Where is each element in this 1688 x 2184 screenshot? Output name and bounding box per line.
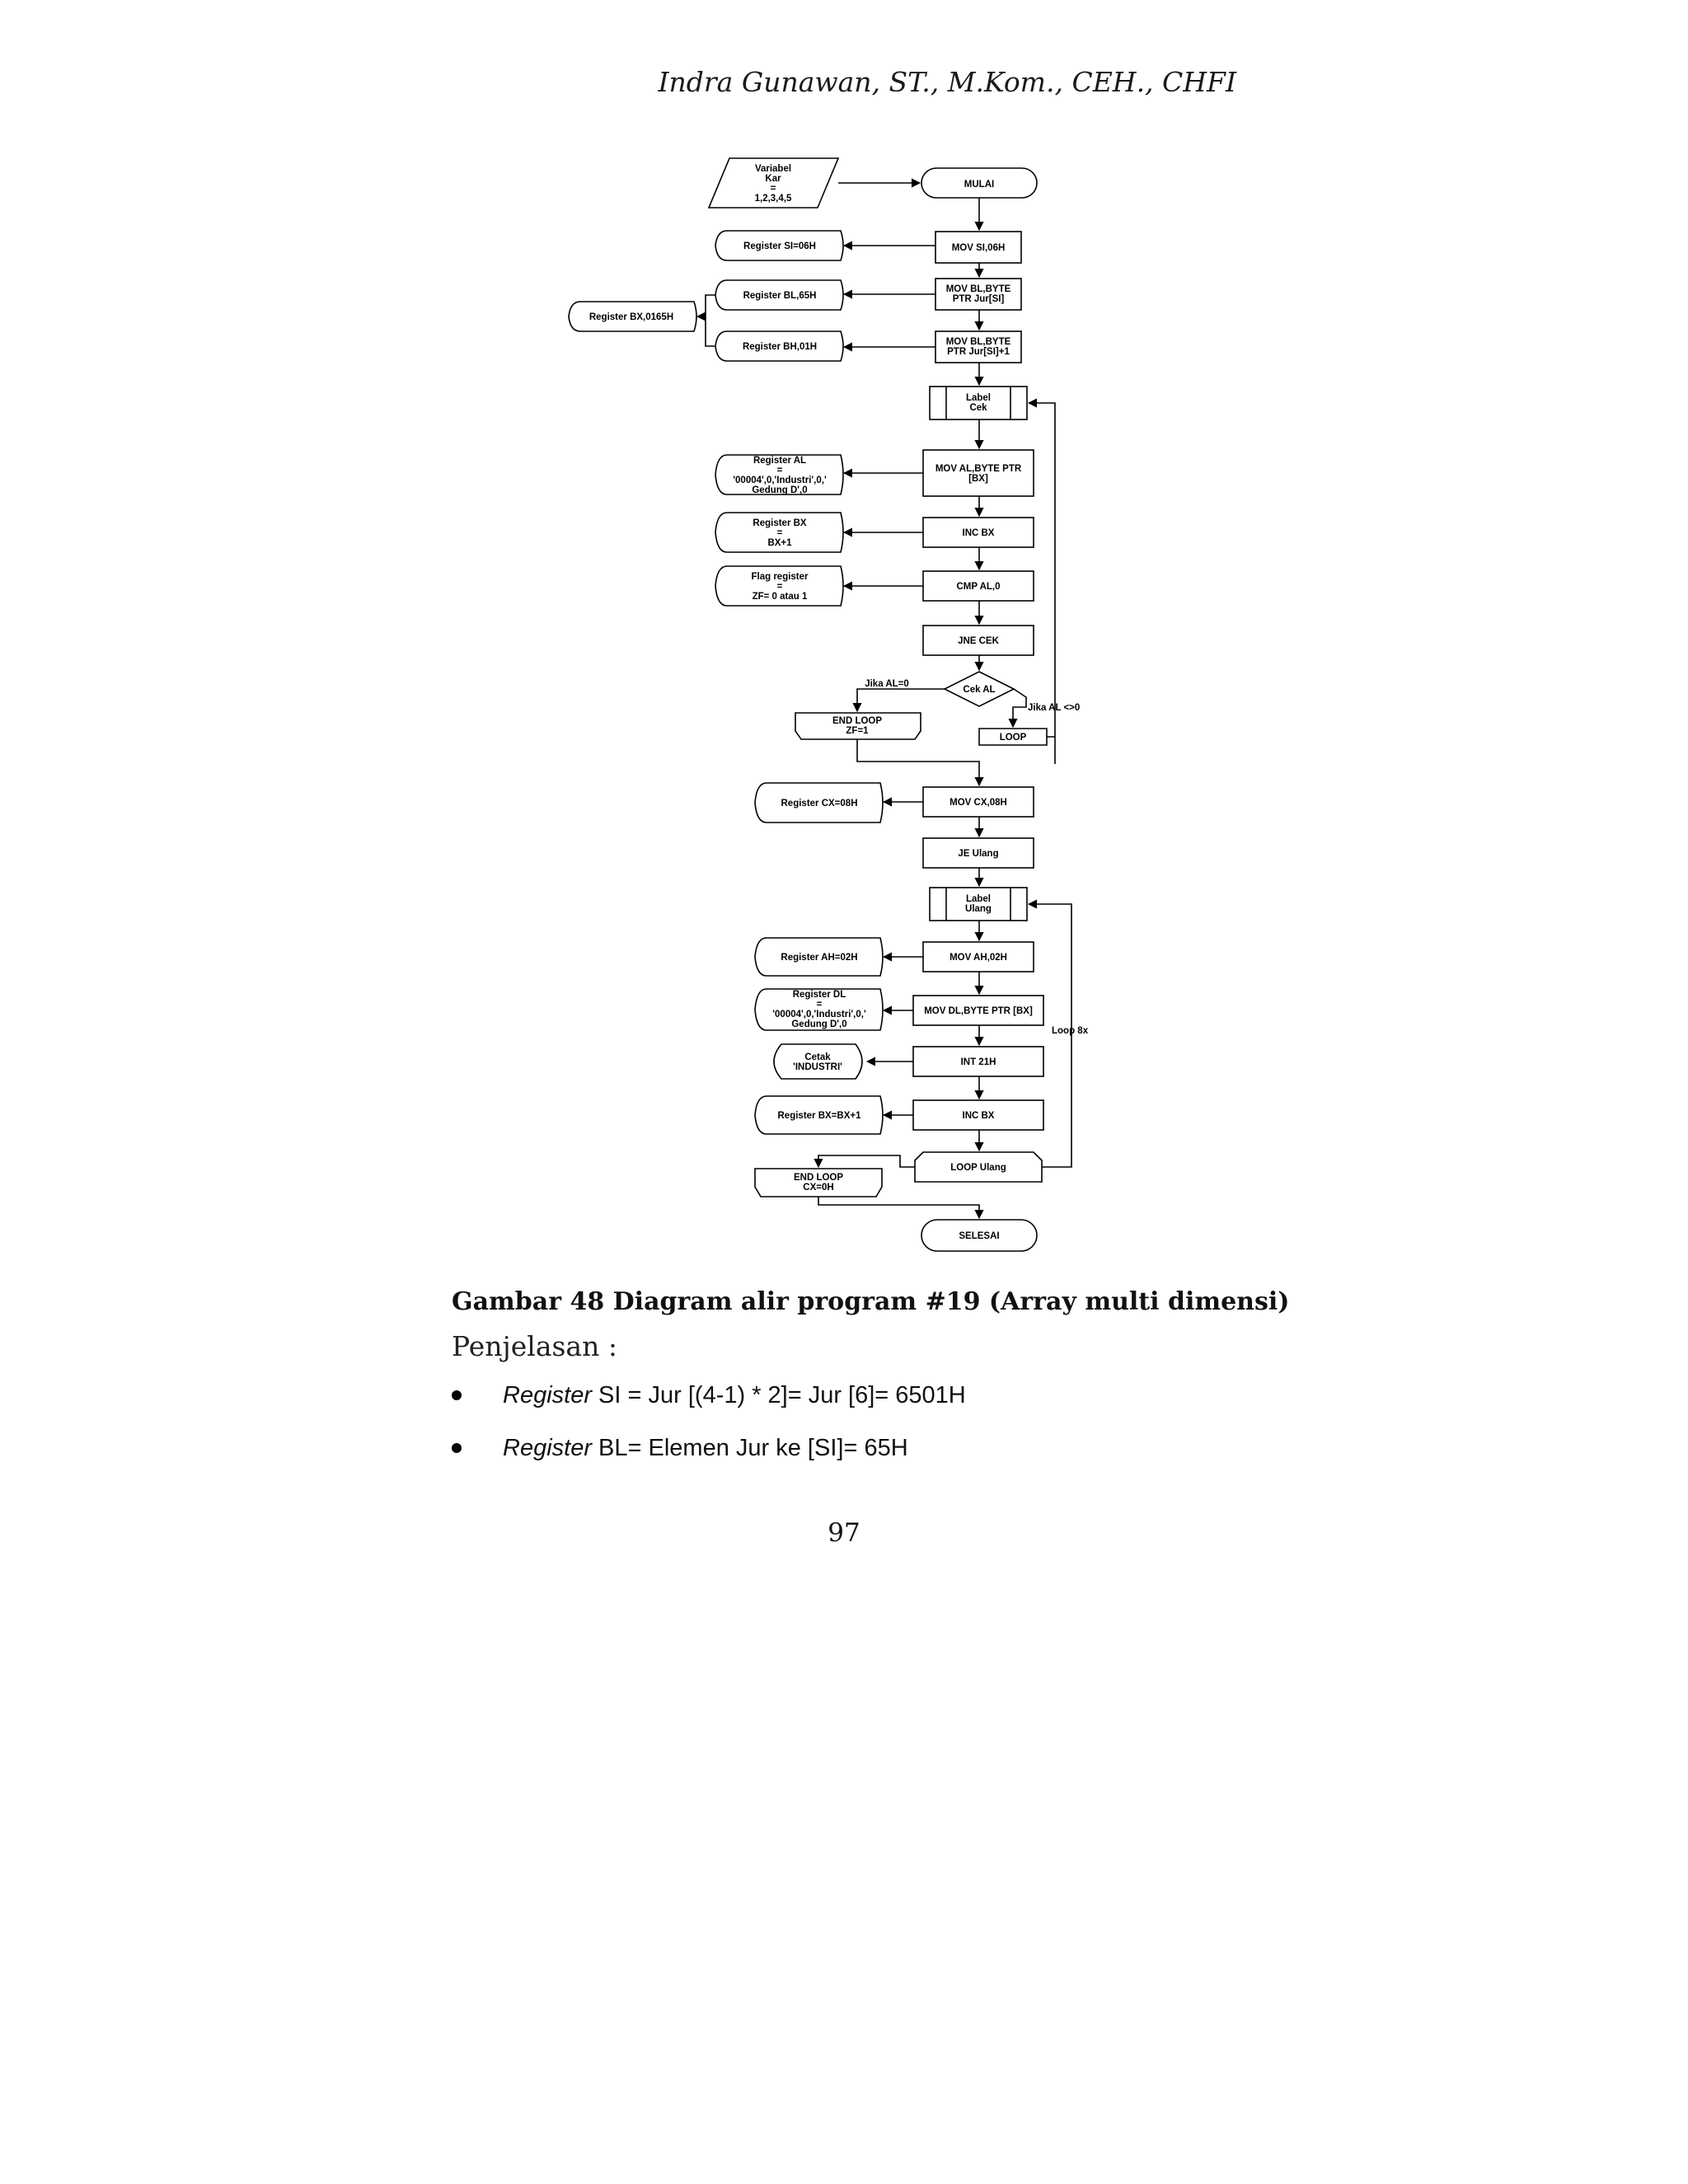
jika-alne0-label: Jika AL <>0 xyxy=(1028,703,1081,713)
bullet-icon xyxy=(452,1443,462,1453)
bullet-italic-term: Register xyxy=(503,1435,592,1461)
label-cek-line2: Cek xyxy=(969,403,987,413)
start-label: MULAI xyxy=(964,180,995,190)
reg-dl-line4: Gedung D',0 xyxy=(791,1019,847,1029)
reg-al-line2: = xyxy=(776,466,783,476)
end-label: SELESAI xyxy=(959,1231,1000,1241)
flag-line2: = xyxy=(776,582,783,592)
explanation-list xyxy=(452,1375,966,1480)
loop-label: LOOP xyxy=(999,733,1027,743)
reg-bh-label: Register BH,01H xyxy=(742,342,818,352)
list-item xyxy=(452,1375,966,1427)
reg-ah-label: Register AH=02H xyxy=(781,953,858,963)
figure-caption: Gambar 48 Diagram alir program #19 (Array multi dimensi) xyxy=(452,1287,1290,1316)
flag-line3: ZF= 0 atau 1 xyxy=(752,592,808,602)
reg-bx1-line1: Register BX xyxy=(753,518,807,528)
mov-ah-label: MOV AH,02H xyxy=(950,953,1007,963)
mov-bh-line2: PTR Jur[SI]+1 xyxy=(947,347,1010,357)
reg-al-line4: Gedung D',0 xyxy=(752,485,808,495)
label-cek-line1: Label xyxy=(965,393,992,403)
page-number: 97 xyxy=(828,1518,860,1548)
var-input-line1: Variabel xyxy=(754,164,792,174)
mov-al-line1: MOV AL,BYTE PTR xyxy=(935,464,1022,474)
bullet-italic-term: Register xyxy=(503,1382,592,1408)
running-header: Indra Gunawan, ST., M.Kom., CEH., CHFI xyxy=(658,66,1236,98)
int21-label: INT 21H xyxy=(960,1057,996,1067)
end-loop1-line1: END LOOP xyxy=(832,716,883,726)
label-ulang-line2: Ulang xyxy=(965,904,992,914)
reg-al-line3: '00004',0,'Industri',0,' xyxy=(733,476,827,485)
mov-bl-line2: PTR Jur[SI] xyxy=(952,294,1005,304)
cetak-line1: Cetak xyxy=(804,1052,831,1062)
je-ulang-label: JE Ulang xyxy=(958,849,999,859)
mov-bl-line1: MOV BL,BYTE xyxy=(945,284,1011,294)
jne-cek-label: JNE CEK xyxy=(958,636,999,646)
jika-al0-label: Jika AL=0 xyxy=(865,679,909,689)
flag-line1: Flag register xyxy=(751,572,809,582)
reg-bx1-line3: BX+1 xyxy=(767,538,792,548)
var-input-line3: = xyxy=(770,184,776,194)
explanation-heading: Penjelasan : xyxy=(452,1330,617,1362)
bullet-text: BL= Elemen Jur ke [SI]= 65H xyxy=(592,1435,908,1461)
list-item xyxy=(452,1427,966,1480)
mov-cx-label: MOV CX,08H xyxy=(950,798,1007,808)
reg-dl-line2: = xyxy=(816,1000,823,1010)
mov-dl-label: MOV DL,BYTE PTR [BX] xyxy=(924,1006,1033,1016)
reg-dl-line1: Register DL xyxy=(792,990,846,1000)
inc-bx2-label: INC BX xyxy=(962,1111,995,1121)
cmp-al-label: CMP AL,0 xyxy=(956,582,1001,592)
reg-al-line1: Register AL xyxy=(753,456,807,466)
reg-bx0-label: Register BX,0165H xyxy=(588,312,674,322)
end-loop2-line2: CX=0H xyxy=(803,1183,834,1193)
reg-dl-line3: '00004',0,'Industri',0,' xyxy=(772,1010,866,1019)
reg-bx2-label: Register BX=BX+1 xyxy=(777,1111,861,1121)
cek-al-label: Cek AL xyxy=(963,685,996,695)
label-ulang-line1: Label xyxy=(965,894,992,904)
end-loop1-line2: ZF=1 xyxy=(846,726,869,736)
reg-bx1-line2: = xyxy=(776,528,783,538)
end-loop2-line1: END LOOP xyxy=(793,1173,844,1183)
cetak-line2: 'INDUSTRI' xyxy=(793,1062,842,1072)
mov-al-line2: [BX] xyxy=(968,474,988,484)
var-input-line4: 1,2,3,4,5 xyxy=(754,194,792,204)
reg-cx-label: Register CX=08H xyxy=(781,799,858,808)
bullet-icon xyxy=(452,1390,462,1400)
bullet-text: SI = Jur [(4-1) * 2]= Jur [6]= 6501H xyxy=(592,1382,966,1408)
mov-si-label: MOV SI,06H xyxy=(951,243,1006,253)
mov-bh-line1: MOV BL,BYTE xyxy=(945,337,1011,347)
inc-bx-label: INC BX xyxy=(962,528,995,538)
reg-si-label: Register SI=06H xyxy=(743,241,816,251)
loop8x-label: Loop 8x xyxy=(1052,1026,1089,1036)
var-input-line2: Kar xyxy=(765,174,781,184)
reg-bl-label: Register BL,65H xyxy=(743,291,817,301)
loop-ulang-label: LOOP Ulang xyxy=(950,1163,1006,1173)
